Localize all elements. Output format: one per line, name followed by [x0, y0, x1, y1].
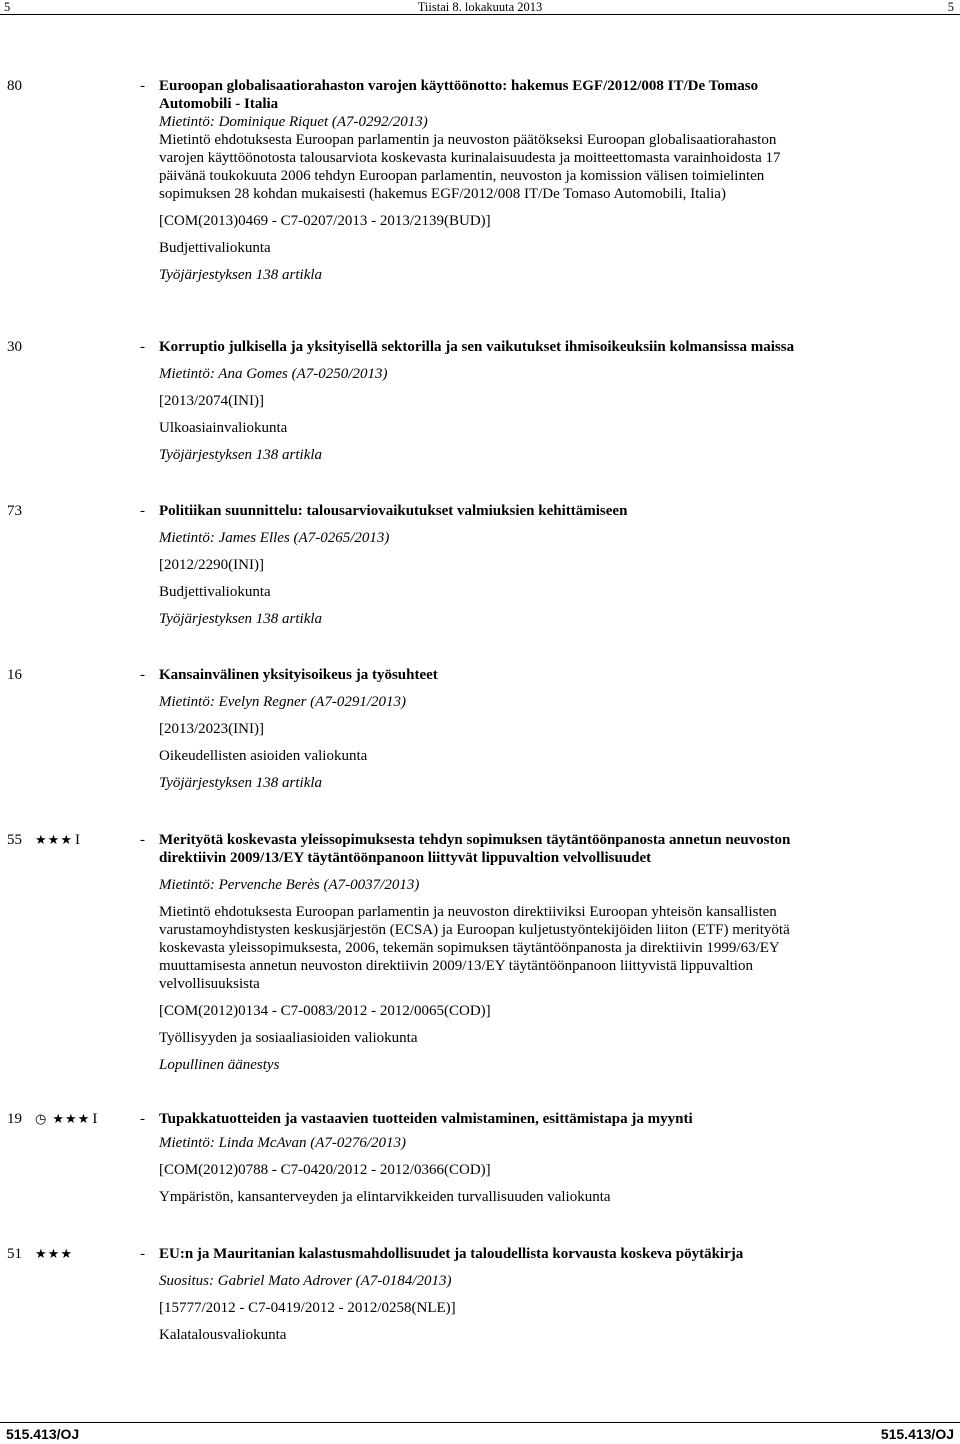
item-reference: [COM(2012)0788 - C7-0420/2012 - 2012/0366(COD)]	[159, 1162, 491, 1178]
item-rapporteur: Mietintö: Linda McAvan (A7-0276/2013)	[159, 1135, 407, 1151]
item-reference: [COM(2012)0134 - C7-0083/2012 - 2012/0065(COD)]	[159, 1003, 491, 1019]
item-content	[159, 77, 931, 284]
item-committee: Oikeudellisten asioiden valiokunta	[159, 748, 368, 764]
item-dash: -	[140, 339, 145, 355]
item-description	[159, 903, 931, 993]
document-code-left: 515.413/OJ	[6, 1426, 80, 1442]
item-icons	[35, 1110, 98, 1128]
i-marker-icon: I	[74, 832, 80, 848]
page-header	[0, 0, 960, 14]
item-rapporteur: Mietintö: Dominique Riquet (A7-0292/2013)	[159, 114, 428, 130]
item-description-line: varustamoyhdistysten keskusjärjestön (ECSA) ja Euroopan kuljetustyöntekijöiden liiton (ETF) merityötä	[159, 922, 790, 938]
item-committee: Työllisyyden ja sosiaaliasioiden valiokunta	[159, 1030, 418, 1046]
item-title	[159, 831, 931, 867]
item-dash: -	[140, 832, 145, 848]
item-content	[159, 831, 931, 1074]
item-dash: -	[140, 1111, 145, 1127]
footer-divider	[0, 1422, 960, 1423]
star-icon: ★	[47, 1246, 60, 1261]
item-description-line: sopimuksen 28 kohdan mukaisesti (hakemus EGF/2012/008 IT/De Tomaso Automobili, Italia)	[159, 186, 726, 202]
item-title-line: Tupakkatuotteiden ja vastaavien tuotteiden valmistaminen, esittämistapa ja myynti	[159, 1111, 693, 1127]
item-dash: -	[140, 503, 145, 519]
item-dash: -	[140, 1246, 145, 1262]
item-rapporteur: Mietintö: James Elles (A7-0265/2013)	[159, 530, 390, 546]
item-number: 51	[7, 1246, 22, 1262]
item-reference: [2012/2290(INI)]	[159, 557, 264, 573]
item-committee: Ulkoasiainvaliokunta	[159, 420, 288, 436]
item-rapporteur: Mietintö: Ana Gomes (A7-0250/2013)	[159, 366, 388, 382]
item-icons	[35, 831, 81, 849]
item-description-line: velvollisuuksista	[159, 976, 260, 992]
item-title-line: direktiivin 2009/13/EY täytäntöönpanoon liittyvät lippuvaltion velvollisuudet	[159, 850, 652, 866]
item-title	[159, 666, 931, 684]
page-footer	[0, 1425, 960, 1443]
item-content	[159, 502, 931, 628]
document-code-right: 515.413/OJ	[880, 1426, 954, 1442]
star-icon: ★	[35, 832, 47, 847]
i-marker-icon: I	[92, 1111, 98, 1127]
item-title	[159, 1110, 931, 1128]
item-title-line: Kansainvälinen yksityisoikeus ja työsuhteet	[159, 667, 438, 683]
star-icon: ★	[47, 832, 60, 847]
item-committee: Kalatalousvaliokunta	[159, 1327, 287, 1343]
item-number: 16	[7, 667, 22, 683]
item-title-line: Euroopan globalisaatiorahaston varojen käyttöönotto: hakemus EGF/2012/008 IT/De Tomaso	[159, 78, 759, 94]
item-title	[159, 502, 931, 520]
item-procedure: Työjärjestyksen 138 artikla	[159, 447, 323, 463]
item-reference: [COM(2013)0469 - C7-0207/2013 - 2013/2139(BUD)]	[159, 213, 491, 229]
item-description	[159, 131, 931, 203]
item-procedure: Lopullinen äänestys	[159, 1057, 280, 1073]
item-reference: [15777/2012 - C7-0419/2012 - 2012/0258(NLE)]	[159, 1300, 456, 1316]
item-committee: Budjettivaliokunta	[159, 240, 271, 256]
item-number: 30	[7, 339, 22, 355]
item-title-line: Korruptio julkisella ja yksityisellä sektorilla ja sen vaikutukset ihmisoikeuksiin kolmansissa maissa	[159, 339, 795, 355]
star-icon: ★	[52, 1111, 64, 1126]
item-title-line: Merityötä koskevasta yleissopimuksesta tehdyn sopimuksen täytäntöönpanosta annetun neuvoston	[159, 832, 791, 848]
star-icon: ★	[60, 832, 72, 847]
item-rapporteur: Suositus: Gabriel Mato Adrover (A7-0184/2013)	[159, 1273, 452, 1289]
item-description-line: muuttamisesta annetun neuvoston direktiivin 2009/13/EY täytäntöönpanoon liittyvistä lippuvaltion	[159, 958, 753, 974]
item-icons	[35, 1245, 73, 1263]
item-description-line: Mietintö ehdotuksesta Euroopan parlamentin ja neuvoston päätökseksi Euroopan globalisaatiorahaston	[159, 132, 777, 148]
item-number: 73	[7, 503, 22, 519]
star-icon: ★	[60, 1246, 72, 1261]
item-rapporteur: Mietintö: Pervenche Berès (A7-0037/2013)	[159, 877, 420, 893]
item-reference: [2013/2023(INI)]	[159, 721, 264, 737]
item-description-line: Mietintö ehdotuksesta Euroopan parlamentin ja neuvoston direktiiviksi Euroopan yhteisön kansallisten	[159, 904, 777, 920]
item-title	[159, 1245, 931, 1263]
item-title	[159, 77, 931, 113]
item-description-line: varojen käyttöönotosta talousarviota koskevasta kurinalaisuudesta ja moitteettomasta varainhoidosta 17	[159, 150, 781, 166]
item-title-line: EU:n ja Mauritanian kalastusmahdollisuudet ja taloudellista korvausta koskeva pöytäkirja	[159, 1246, 744, 1262]
star-icon: ★	[77, 1111, 90, 1126]
item-dash: -	[140, 78, 145, 94]
item-number: 80	[7, 78, 22, 94]
item-title-line: Automobili - Italia	[159, 96, 279, 112]
star-icon: ★	[35, 1246, 47, 1261]
item-description-line: päivänä toukokuuta 2006 tehdyn Euroopan parlamentin, neuvoston ja komission välisen toimielinten	[159, 168, 765, 184]
item-committee: Ympäristön, kansanterveyden ja elintarvikkeiden turvallisuuden valiokunta	[159, 1189, 611, 1205]
item-dash: -	[140, 667, 145, 683]
item-reference: [2013/2074(INI)]	[159, 393, 264, 409]
item-number: 55	[7, 832, 22, 848]
star-icon: ★	[65, 1111, 77, 1126]
item-content	[159, 666, 931, 792]
sitting-date: Tiistai 8. lokakuuta 2013	[417, 0, 543, 14]
item-rapporteur: Mietintö: Evelyn Regner (A7-0291/2013)	[159, 694, 407, 710]
item-description-line: koskevasta yleissopimuksesta, 2006, tekemän sopimuksen täytäntöönpanosta ja direktiivin 1999/63/EY	[159, 940, 780, 956]
item-procedure: Työjärjestyksen 138 artikla	[159, 775, 323, 791]
item-content	[159, 338, 931, 464]
item-title	[159, 338, 931, 356]
page-number-right: 5	[947, 0, 954, 14]
clock-icon: ◷	[35, 1111, 47, 1126]
item-content	[159, 1110, 931, 1206]
item-number: 19	[7, 1111, 22, 1127]
header-divider	[0, 14, 960, 15]
item-procedure: Työjärjestyksen 138 artikla	[159, 611, 323, 627]
item-content	[159, 1245, 931, 1344]
page-number-left: 5	[4, 0, 11, 14]
item-procedure: Työjärjestyksen 138 artikla	[159, 267, 323, 283]
item-title-line: Politiikan suunnittelu: talousarviovaikutukset valmiuksien kehittämiseen	[159, 503, 628, 519]
item-committee: Budjettivaliokunta	[159, 584, 271, 600]
